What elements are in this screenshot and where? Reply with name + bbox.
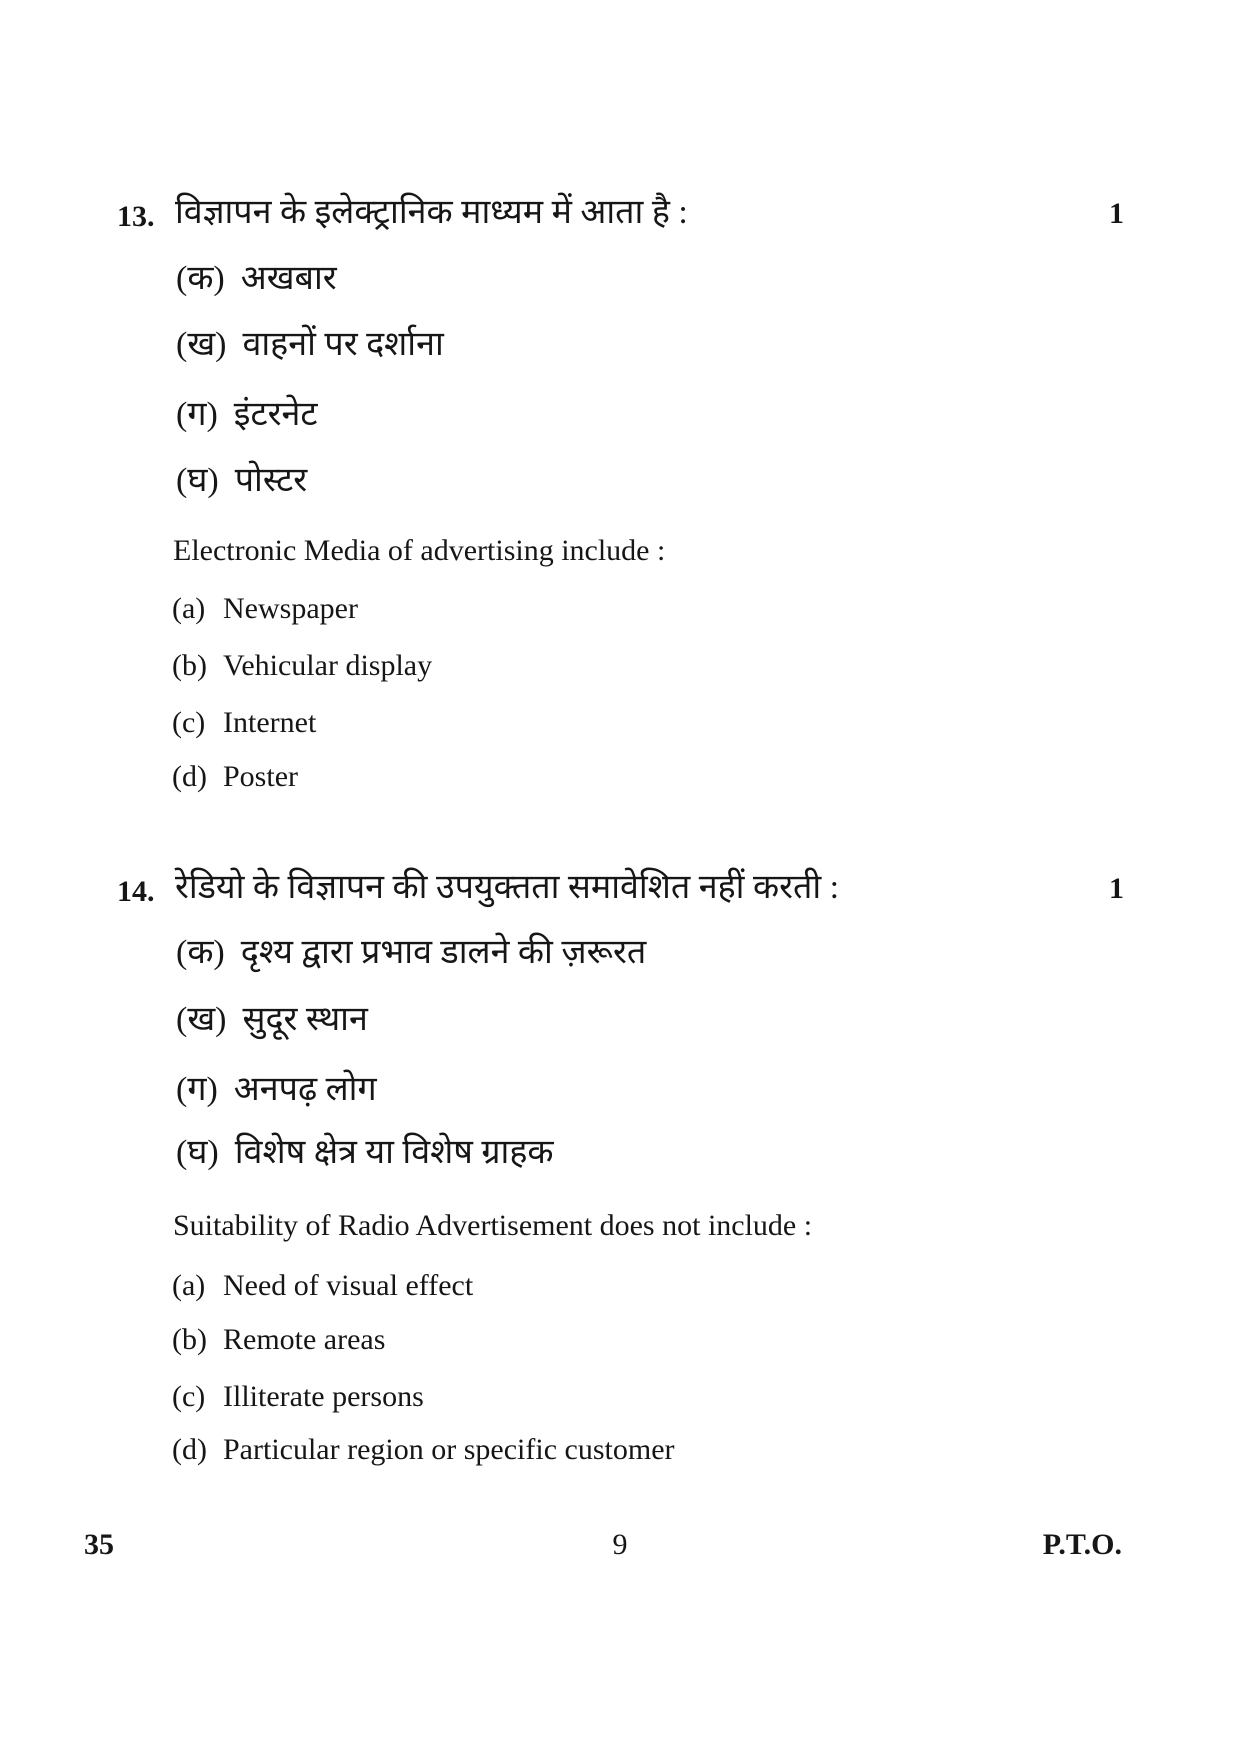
option-text: वाहनों पर दर्शाना <box>242 326 444 363</box>
option-label: (d) <box>172 760 207 793</box>
question-13-option-en-a <box>172 592 358 625</box>
option-label: (b) <box>172 1323 207 1356</box>
question-13-option-hi-kha <box>176 325 444 364</box>
option-text: Particular region or specific customer <box>223 1433 675 1466</box>
question-14-text-english: Suitability of Radio Advertisement does not include : <box>173 1209 813 1242</box>
option-text: Poster <box>223 760 298 793</box>
option-label: (घ) <box>176 1134 219 1171</box>
option-label: (क) <box>176 934 225 971</box>
option-text: Remote areas <box>223 1323 386 1356</box>
option-text: अखबार <box>240 260 337 297</box>
question-13-option-en-d <box>172 760 298 793</box>
question-13-option-en-c <box>172 706 316 739</box>
option-label: (a) <box>172 1269 206 1302</box>
option-text: पोस्टर <box>234 462 308 499</box>
option-text: अनपढ़ लोग <box>233 1071 377 1108</box>
question-13-number: 13. <box>117 200 155 233</box>
option-text: Internet <box>223 706 317 739</box>
option-label: (ख) <box>176 1001 227 1038</box>
question-14-option-en-c <box>172 1380 424 1413</box>
footer-paper-code: 35 <box>84 1528 114 1561</box>
question-14-option-hi-kha <box>176 1000 368 1039</box>
question-14-marks: 1 <box>1109 872 1124 905</box>
question-13-option-hi-ka <box>176 259 337 298</box>
option-text: Newspaper <box>223 592 358 625</box>
option-label: (क) <box>176 260 225 297</box>
question-14-text-hindi: रेडियो के विज्ञापन की उपयुक्तता समावेशित नहीं करती : <box>175 869 840 906</box>
question-14-option-hi-gha <box>176 1133 554 1172</box>
question-14-option-en-a <box>172 1269 473 1302</box>
option-label: (a) <box>172 592 206 625</box>
option-label: (d) <box>172 1433 207 1466</box>
option-label: (ग) <box>176 396 218 433</box>
option-text: दृश्य द्वारा प्रभाव डालने की ज़रूरत <box>240 934 647 971</box>
question-13-option-hi-gha <box>176 461 307 500</box>
option-text: विशेष क्षेत्र या विशेष ग्राहक <box>234 1134 554 1171</box>
option-label: (घ) <box>176 462 219 499</box>
option-label: (c) <box>172 1380 206 1413</box>
question-13-option-en-b <box>172 649 432 682</box>
option-text: Illiterate persons <box>223 1380 424 1413</box>
option-label: (ग) <box>176 1071 218 1108</box>
question-14-option-en-b <box>172 1323 385 1356</box>
question-14-option-hi-ga <box>176 1070 377 1109</box>
question-13-text-hindi: विज्ञापन के इलेक्ट्रानिक माध्यम में आता है : <box>175 194 688 231</box>
question-13-text-english: Electronic Media of advertising include : <box>173 534 666 567</box>
option-text: Need of visual effect <box>223 1269 474 1302</box>
option-text: Vehicular display <box>223 649 433 682</box>
option-label: (b) <box>172 649 207 682</box>
footer-page-number: 9 <box>612 1528 628 1561</box>
option-label: (ख) <box>176 326 227 363</box>
question-14-number: 14. <box>117 875 155 908</box>
footer-pto-label: P.T.O. <box>1042 1528 1122 1561</box>
question-13-marks: 1 <box>1109 197 1124 230</box>
option-text: इंटरनेट <box>233 396 318 433</box>
question-13-option-hi-ga <box>176 395 318 434</box>
option-text: सुदूर स्थान <box>242 1001 368 1038</box>
option-label: (c) <box>172 706 206 739</box>
question-14-option-en-d <box>172 1433 675 1466</box>
question-14-option-hi-ka <box>176 933 646 972</box>
